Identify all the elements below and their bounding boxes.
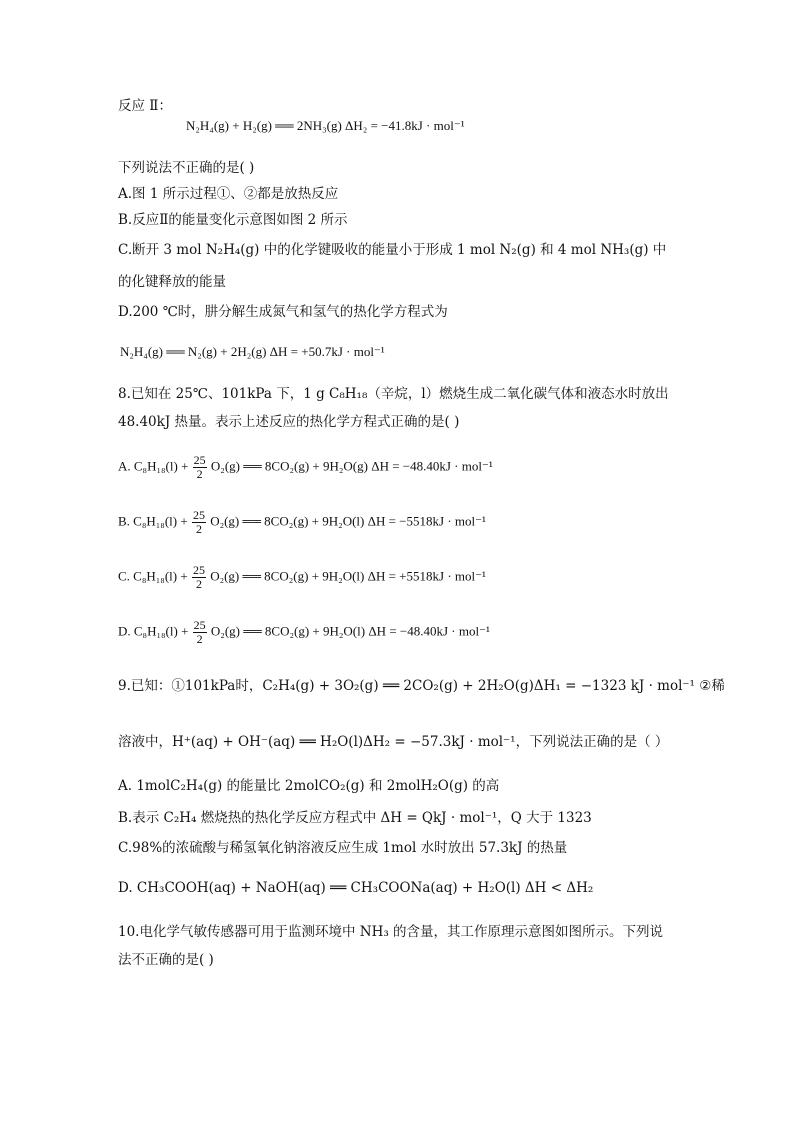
reaction-2-label: 反应 Ⅱ：: [118, 98, 172, 114]
q9-option-d: D. CH₃COOH(aq) + NaOH(aq) ══ CH₃COONa(aq) + H₂O(l) ΔH < ΔH₂: [118, 880, 594, 896]
q8-option-d: [118, 619, 490, 646]
q7-option-c-line1: C.断开 3 mol N₂H₄(g) 中的化学键吸收的能量小于形成 1 mol N₂(g) 和 4 mol NH₃(g) 中: [118, 242, 667, 258]
q7-option-d-equation: N₂H₄(g) ══ N₂(g) + 2H₂(g) ΔH = +50.7kJ · mol⁻¹: [120, 344, 385, 359]
q8-option-c-pre: C. C₈H₁₈(l) +: [118, 568, 188, 584]
fraction: [193, 619, 207, 646]
q9-option-c: C.98%的浓硫酸与稀氢氧化钠溶液反应生成 1mol 水时放出 57.3kJ 的热量: [118, 840, 568, 856]
fraction-denominator: 2: [196, 632, 203, 646]
q8-option-a-post: O₂(g) ══ 8CO₂(g) + 9H₂O(g) ΔH = −48.40kJ · mol⁻¹: [210, 458, 493, 474]
fraction-numerator: 25: [193, 618, 206, 632]
q9-stem-line2: 溶液中，H⁺(aq) + OH⁻(aq) ══ H₂O(l)ΔH₂ = −57.3kJ · mol⁻¹，下列说法正确的是（ ）: [118, 734, 669, 750]
q8-option-a: [118, 454, 493, 481]
q8-option-b-post: O₂(g) ══ 8CO₂(g) + 9H₂O(l) ΔH = −5518kJ · mol⁻¹: [210, 513, 486, 529]
fraction: [193, 454, 207, 481]
fraction-denominator: 2: [196, 467, 203, 481]
q9-option-b: B.表示 C₂H₄ 燃烧热的热化学反应方程式中 ΔH = QkJ · mol⁻¹，Q 大于 1323: [118, 810, 592, 826]
q7-option-b: B.反应Ⅱ的能量变化示意图如图 2 所示: [118, 212, 348, 228]
q8-option-b: [118, 509, 486, 536]
q8-option-a-pre: A. C₈H₁₈(l) +: [118, 458, 189, 474]
fraction-denominator: 2: [195, 522, 202, 536]
q9-option-a: A. 1molC₂H₄(g) 的能量比 2molCO₂(g) 和 2molH₂O(g) 的高: [118, 778, 500, 794]
q8-option-d-post: O₂(g) ══ 8CO₂(g) + 9H₂O(l) ΔH = −48.40kJ · mol⁻¹: [210, 623, 490, 639]
q8-option-b-pre: B. C₈H₁₈(l) +: [118, 513, 188, 529]
fraction-numerator: 25: [193, 453, 206, 467]
q7-option-c-line2: 的化键释放的能量: [118, 274, 226, 290]
q8-option-c: [118, 564, 486, 591]
fraction: [192, 564, 206, 591]
q7-option-a: A.图 1 所示过程①、②都是放热反应: [118, 186, 339, 202]
q8-option-d-pre: D. C₈H₁₈(l) +: [118, 623, 189, 639]
fraction-numerator: 25: [192, 508, 205, 522]
q7-option-d-line1: D.200 ℃时，肼分解生成氮气和氢气的热化学方程式为: [118, 304, 448, 320]
q10-stem-line1: 10.电化学气敏传感器可用于监测环境中 NH₃ 的含量，其工作原理示意图如图所示。下列说: [118, 924, 664, 940]
q8-stem-line2: 48.40kJ 热量。表示上述反应的热化学方程式正确的是( ): [118, 414, 460, 430]
q8-stem-line1: 8.已知在 25℃、101kPa 下，1 g C₈H₁₈（辛烷，l）燃烧生成二氧化碳气体和液态水时放出: [118, 386, 669, 402]
q9-stem-line1: 9.已知：①101kPa时，C₂H₄(g) + 3O₂(g) ══ 2CO₂(g) + 2H₂O(g)ΔH₁ = −1323 kJ · mol⁻¹ ②稀: [118, 678, 725, 694]
q10-stem-line2: 法不正确的是( ): [118, 952, 214, 968]
fraction-numerator: 25: [192, 563, 205, 577]
q8-option-c-post: O₂(g) ══ 8CO₂(g) + 9H₂O(l) ΔH = +5518kJ · mol⁻¹: [210, 568, 486, 584]
reaction-2-equation: N₂H₄(g) + H₂(g) ══ 2NH₃(g) ΔH₂ = −41.8kJ · mol⁻¹: [186, 118, 465, 133]
fraction: [192, 509, 206, 536]
fraction-denominator: 2: [195, 577, 202, 591]
q7-stem: 下列说法不正确的是( ): [118, 160, 255, 176]
